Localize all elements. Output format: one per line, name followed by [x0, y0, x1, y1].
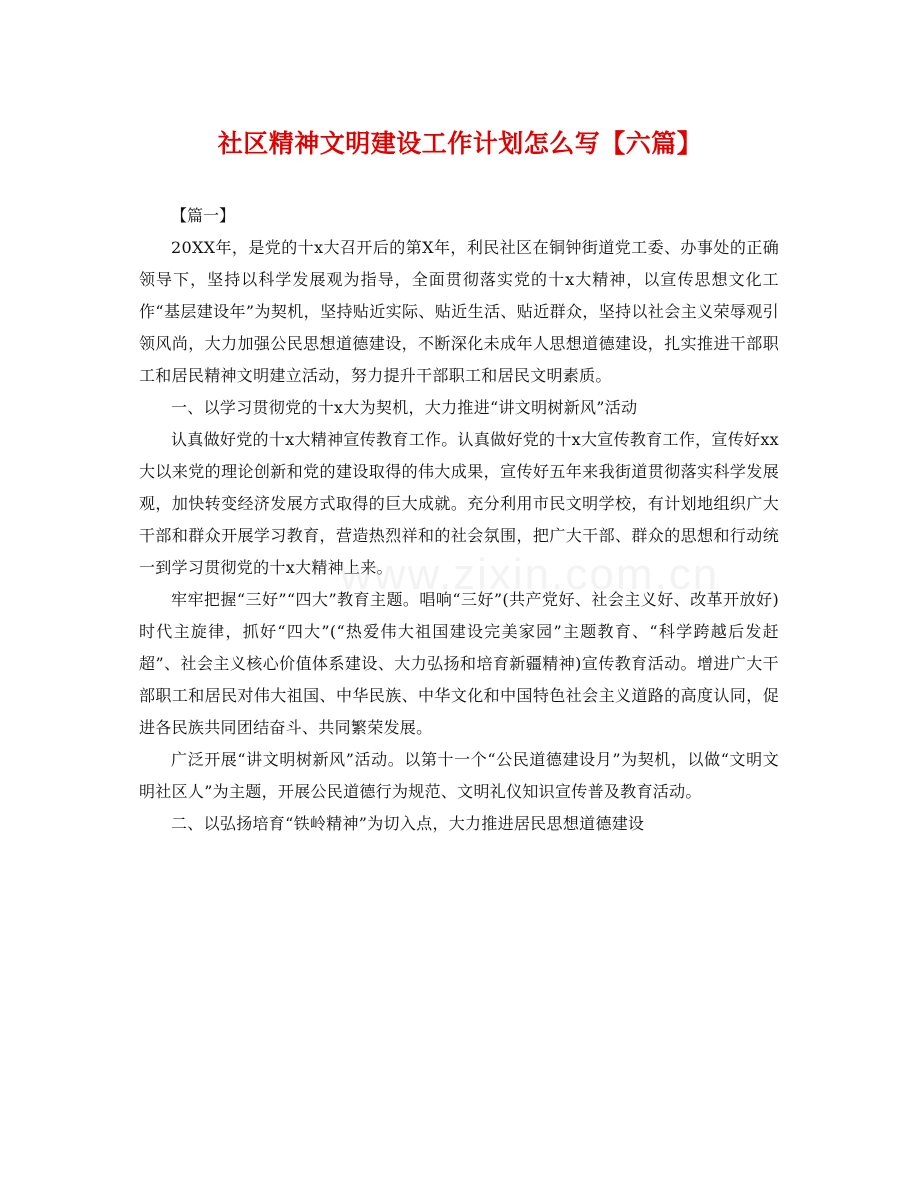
paragraph-propaganda: 认真做好党的十x大精神宣传教育工作。认真做好党的十x大宣传教育工作，宣传好xx大以来党的理论创新和党的建设取得的伟大成果，宣传好五年来我街道贯彻落实科学发展观，加快转变经济发展方式取得的巨大成就。充分利用市民文明学校，有计划地组织广大干部和群众开展学习教育，营造热烈祥和的社会氛围，把广大干部、群众的思想和行动统一到学习贯彻党的十x大精神上来。 — [139, 430, 779, 577]
document-body — [139, 200, 779, 840]
heading-part-one: 一、以学习贯彻党的十x大为契机，大力推进“讲文明树新风”活动 — [171, 398, 638, 417]
document-title: 社区精神文明建设工作计划怎么写【六篇】 — [217, 129, 703, 158]
paragraph-themes: 牢牢把握“三好”“四大”教育主题。唱响“三好”(共产党好、社会主义好、改革开放好)时代主旋律，抓好“四大”(“热爱伟大祖国建设完美家园”主题教育、“科学跨越后发赶超”、社会主义核心价值体系建设、大力弘扬和培育新疆精神)宣传教育活动。增进广大干部职工和居民对伟大祖国、中华民族、中华文化和中国特色社会主义道路的高度认同，促进各民族共同团结奋斗、共同繁荣发展。 — [139, 590, 779, 737]
paragraph-civility-campaign: 广泛开展“讲文明树新风”活动。以第十一个“公民道德建设月”为契机，以做“文明文明社区人”为主题，开展公民道德行为规范、文明礼仪知识宣传普及教育活动。 — [139, 750, 779, 801]
watermark: www.zixin.com.cn — [340, 550, 720, 599]
heading-part-two: 二、以弘扬培育“铁岭精神”为切入点，大力推进居民思想道德建设 — [171, 814, 645, 833]
section-label: 【篇一】 — [171, 206, 236, 225]
paragraph-intro: 20XX年，是党的十x大召开后的第X年，利民社区在铜钟街道党工委、办事处的正确领导下，坚持以科学发展观为指导，全面贯彻落实党的十x大精神，以宣传思想文化工作“基层建设年”为契机，坚持贴近实际、贴近生活、贴近群众，坚持以社会主义荣辱观引领风尚，大力加强公民思想道德建设，不断深化未成年人思想道德建设，扎实推进干部职工和居民精神文明建立活动，努力提升干部职工和居民文明素质。 — [139, 238, 779, 385]
